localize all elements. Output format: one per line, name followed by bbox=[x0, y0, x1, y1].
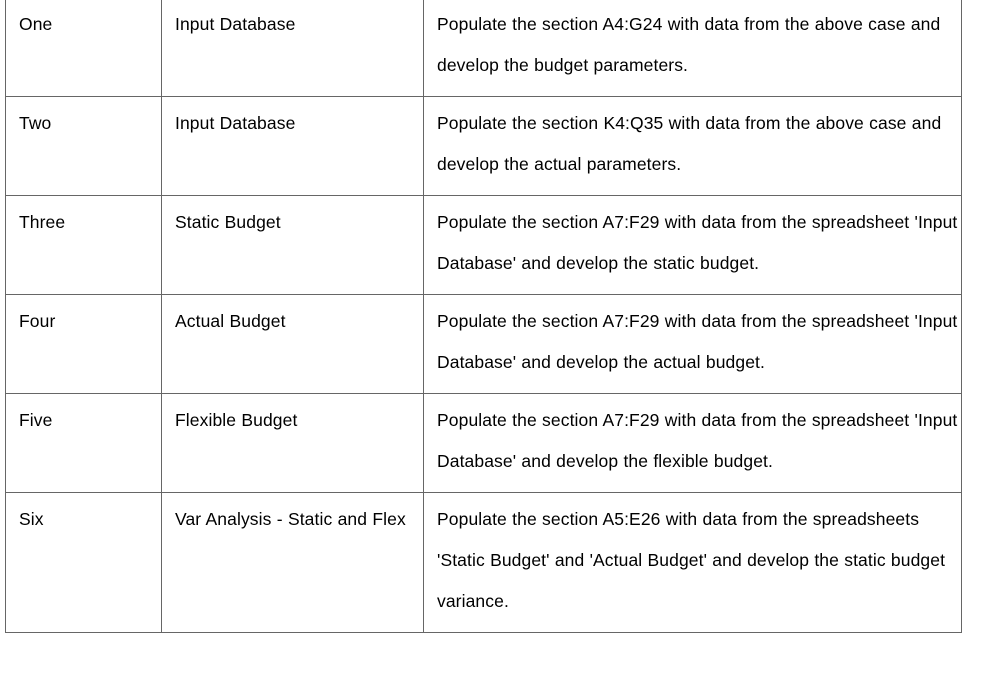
cell-instruction bbox=[424, 97, 962, 196]
cell-spreadsheet-text: Input Database bbox=[175, 14, 296, 34]
cell-step bbox=[6, 394, 162, 493]
cell-step-text: Four bbox=[19, 311, 56, 331]
cell-step bbox=[6, 0, 162, 97]
cell-instruction bbox=[424, 196, 962, 295]
task-table-body bbox=[6, 0, 962, 633]
cell-spreadsheet-text: Static Budget bbox=[175, 212, 281, 232]
cell-spreadsheet bbox=[162, 295, 424, 394]
task-table bbox=[5, 0, 962, 633]
cell-spreadsheet bbox=[162, 0, 424, 97]
cell-instruction-text: Populate the section A7:F29 with data from the spreadsheet 'Input Database' and develop the static budget. bbox=[437, 212, 958, 273]
cell-instruction-text: Populate the section A4:G24 with data from the above case and develop the budget parameters. bbox=[437, 14, 941, 75]
table-row bbox=[6, 196, 962, 295]
table-row bbox=[6, 493, 962, 633]
cell-spreadsheet bbox=[162, 394, 424, 493]
cell-instruction bbox=[424, 295, 962, 394]
cell-step bbox=[6, 295, 162, 394]
cell-step-text: Two bbox=[19, 113, 52, 133]
cell-instruction-text: Populate the section A7:F29 with data from the spreadsheet 'Input Database' and develop the actual budget. bbox=[437, 311, 958, 372]
table-row bbox=[6, 97, 962, 196]
cell-spreadsheet-text: Actual Budget bbox=[175, 311, 286, 331]
cell-instruction bbox=[424, 493, 962, 633]
cell-spreadsheet-text: Flexible Budget bbox=[175, 410, 298, 430]
table-row bbox=[6, 394, 962, 493]
cell-instruction-text: Populate the section A5:E26 with data from the spreadsheets 'Static Budget' and 'Actual Budget' and develop the static budget variance. bbox=[437, 509, 946, 611]
cell-step bbox=[6, 196, 162, 295]
cell-spreadsheet bbox=[162, 493, 424, 633]
cell-spreadsheet bbox=[162, 97, 424, 196]
cell-spreadsheet bbox=[162, 196, 424, 295]
cell-step-text: Three bbox=[19, 212, 66, 232]
cell-spreadsheet-text: Var Analysis - Static and Flex bbox=[175, 509, 406, 529]
cell-step-text: Five bbox=[19, 410, 53, 430]
cell-step-text: One bbox=[19, 14, 53, 34]
cell-instruction-text: Populate the section A7:F29 with data from the spreadsheet 'Input Database' and develop the flexible budget. bbox=[437, 410, 958, 471]
table-row bbox=[6, 295, 962, 394]
cell-spreadsheet-text: Input Database bbox=[175, 113, 296, 133]
cell-step bbox=[6, 493, 162, 633]
cell-step-text: Six bbox=[19, 509, 44, 529]
task-table-container bbox=[5, 0, 961, 633]
table-row bbox=[6, 0, 962, 97]
cell-instruction-text: Populate the section K4:Q35 with data from the above case and develop the actual parameters. bbox=[437, 113, 942, 174]
cell-instruction bbox=[424, 394, 962, 493]
cell-step bbox=[6, 97, 162, 196]
cell-instruction bbox=[424, 0, 962, 97]
